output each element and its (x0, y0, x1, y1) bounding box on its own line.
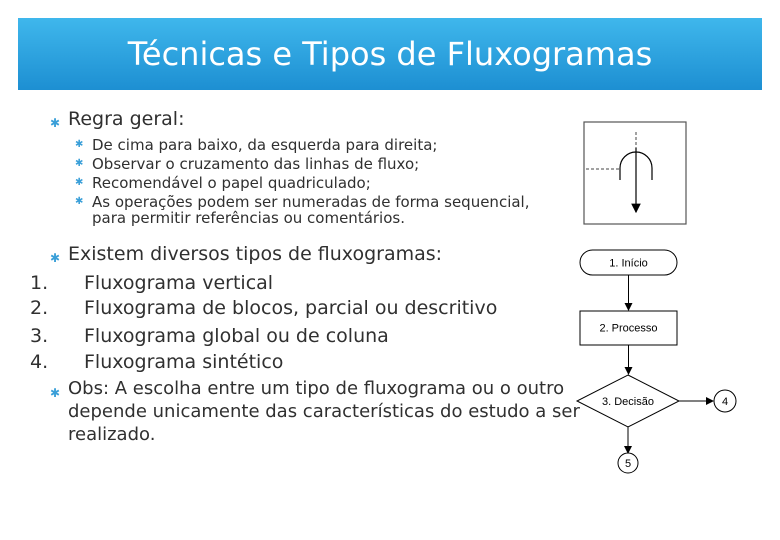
sub-item-1: De cima para baixo, da esquerda para direita; (92, 136, 438, 154)
connector-4-label: 4 (721, 396, 729, 408)
connector-5 (618, 453, 638, 473)
obs-line-1: Obs: A escolha entre um tipo de fluxograma ou o outro (68, 378, 565, 399)
list-item-4: Fluxograma sintético (84, 351, 284, 373)
decision-diamond (577, 375, 679, 427)
list-number: 3. (30, 325, 49, 347)
obs-line-2: depende unicamente das características do estudo a ser (68, 401, 580, 422)
sub-item-2: Observar o cruzamento das linhas de fluxo; (92, 155, 420, 173)
list-number: 1. (30, 272, 49, 294)
sub-item-4-continued: para permitir referências ou comentários. (92, 209, 405, 227)
bullet-icon: ✱ (75, 139, 84, 150)
bullet-icon: ✱ (75, 177, 84, 188)
process-box (580, 311, 677, 345)
list-item-1: Fluxograma vertical (84, 272, 274, 294)
connector-4 (714, 390, 736, 412)
start-label: 1. Início (609, 257, 648, 270)
process-label: 2. Processo (599, 322, 658, 335)
slide-title: Técnicas e Tipos de Fluxogramas (127, 35, 653, 73)
bullet-icon: ✱ (50, 251, 61, 265)
bullet-icon: ✱ (75, 158, 84, 169)
connector-5-label: 5 (624, 458, 632, 470)
list-number: 4. (30, 351, 49, 373)
obs-line-3: realizado. (68, 424, 156, 445)
start-terminal (580, 250, 677, 275)
list-number: 2. (30, 297, 49, 319)
line-crossing-symbol (584, 122, 686, 224)
bullet-icon: ✱ (50, 386, 61, 400)
regra-geral-heading: Regra geral: (68, 108, 185, 130)
sub-item-3: Recomendável o papel quadriculado; (92, 174, 371, 192)
existem-heading: Existem diversos tipos de fluxogramas: (68, 243, 443, 265)
bullet-icon: ✱ (75, 196, 84, 207)
list-item-2: Fluxograma de blocos, parcial ou descritivo (84, 297, 498, 319)
sub-item-4: As operações podem ser numeradas de forma sequencial, (92, 193, 530, 211)
bullet-icon: ✱ (50, 116, 61, 130)
decision-label: 3. Decisão (602, 396, 654, 408)
list-item-3: Fluxograma global ou de coluna (84, 325, 389, 347)
